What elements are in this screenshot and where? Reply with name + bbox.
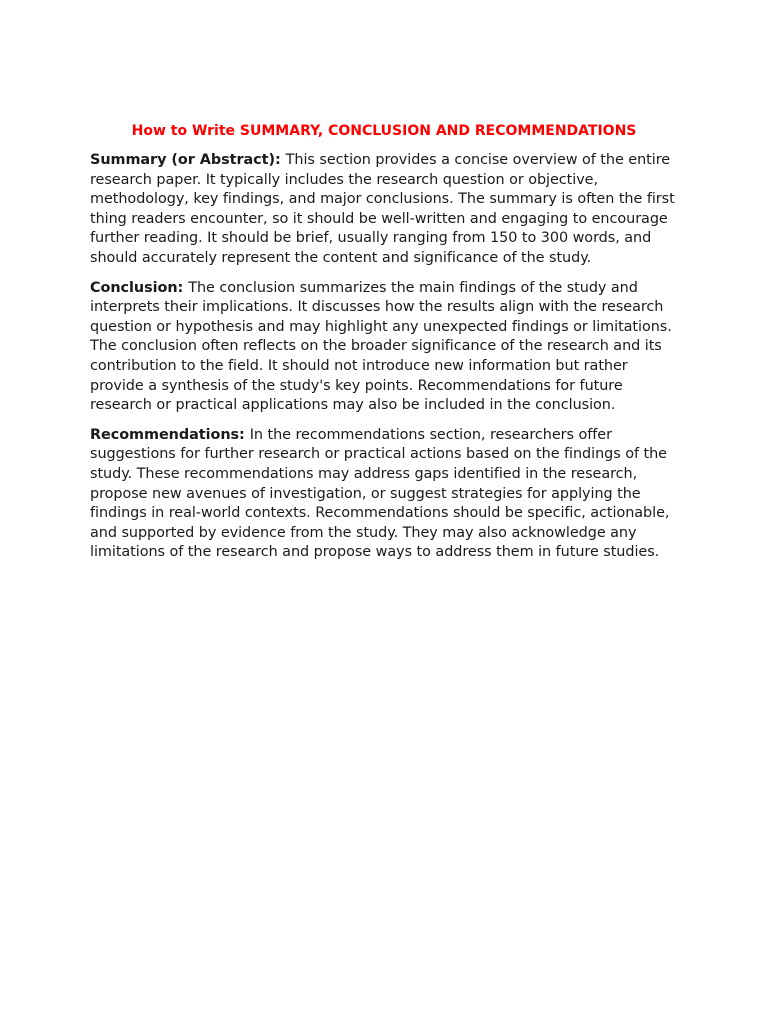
document-title: How to Write SUMMARY, CONCLUSION AND RECOMMENDATIONS — [131, 123, 637, 139]
summary-heading: Summary (or Abstract): — [90, 152, 286, 168]
conclusion-body: The conclusion summarizes the main findings of the study and interprets their implications. It discusses how the results align with the research question or hypothesis and may highlight any unexpected findings or limitations. The conclusion often reflects on the broader significance of the research and its contribution to the field. It should not introduce new information but rather provide a synthesis of the study's key points. Recommendations for future research or practical applications may also be included in the conclusion. — [90, 279, 672, 414]
conclusion-section — [90, 279, 680, 416]
summary-body: This section provides a concise overview of the entire research paper. It typically includes the research question or objective, methodology, key findings, and major conclusions. The summary is often the first thing readers encounter, so it should be well-written and engaging to encourage further reading. It should be brief, usually ranging from 150 to 300 words, and should accurately represent the content and significance of the study. — [90, 152, 675, 266]
recommendations-body: In the recommendations section, researchers offer suggestions for further research or practical actions based on the findings of the study. These recommendations may address gaps identified in the research, propose new avenues of investigation, or suggest strategies for applying the findings in real-world contexts. Recommendations should be specific, actionable, and supported by evidence from the study. They may also acknowledge any limitations of the research and propose ways to address them in future studies. — [90, 426, 670, 561]
recommendations-heading: Recommendations: — [90, 426, 250, 443]
summary-section — [90, 151, 680, 269]
conclusion-heading: Conclusion: — [90, 279, 189, 296]
document-page — [90, 121, 680, 573]
recommendations-section — [90, 426, 680, 563]
